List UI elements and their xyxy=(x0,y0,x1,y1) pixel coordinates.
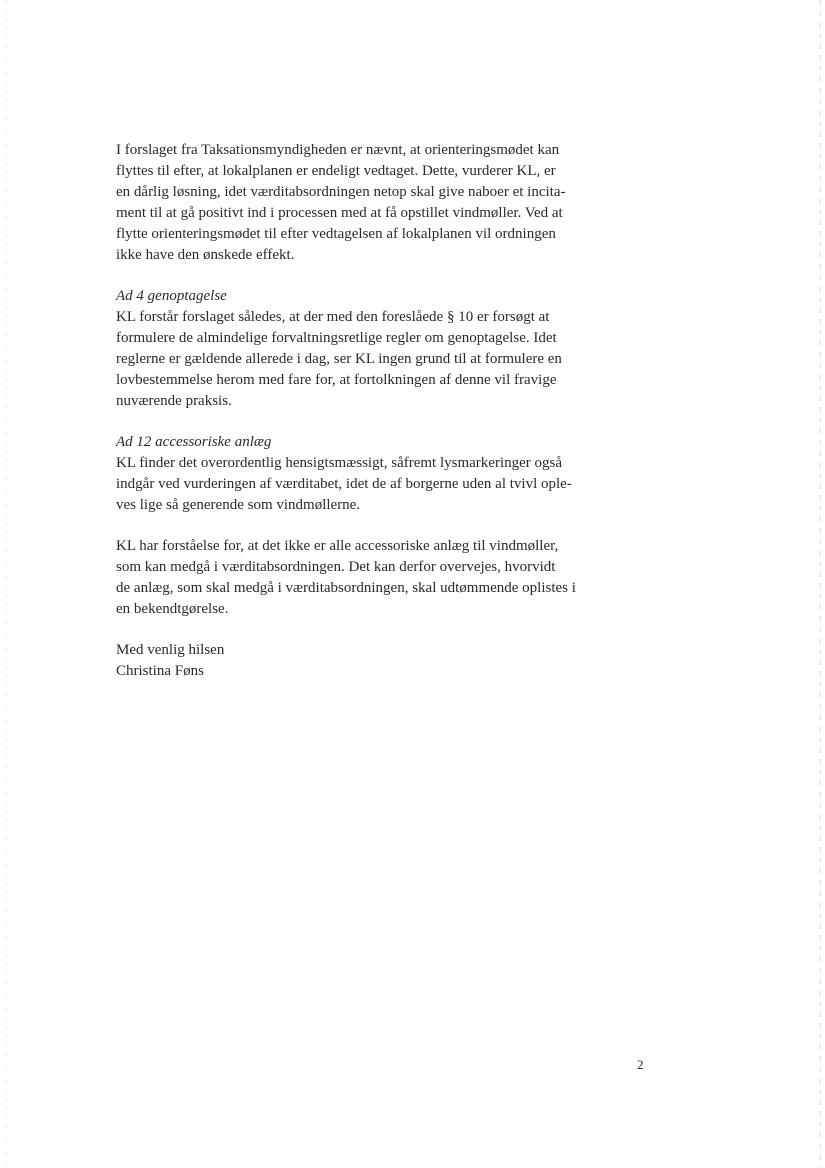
closing-greeting: Med venlig hilsen xyxy=(116,642,225,658)
page-number: 2 xyxy=(637,1057,644,1072)
intro-paragraph: I forslaget fra Taksationsmyndigheden er nævnt, at orienteringsmødet kan flyttes til efter, at lokalplanen er endeligt vedtaget. Dette, vurderer KL, er en dårlig løsning, idet værditabsordningen netop skal give naboer et incita- ment til at gå positivt ind i processen med at få opstillet vindmøller. Ved at flytte orienteringsmødet til efter vedtagelsen af lokalplanen vil ordningen ikke have den ønskede effekt. xyxy=(116,142,566,263)
section-text-ad4: KL forstår forslaget således, at der med den foreslåede § 10 er forsøgt at formulere de almindelige forvaltningsretlige regler om genoptagelse. Idet reglerne er gældende allerede i dag, ser KL ingen grund til at formulere en lovbestemmelse herom med fare for, at fortolkningen af denne vil fravige nuværende praksis. xyxy=(116,309,562,409)
letter-body xyxy=(116,140,596,682)
accessory-paragraph: KL har forståelse for, at det ikke er alle accessoriske anlæg til vindmøller, som kan medgå i værditabsordningen. Det kan derfor overvejes, hvorvidt de anlæg, som skal medgå i værditabsordningen, skal udtømmende oplistes i en bekendtgørelse. xyxy=(116,538,576,617)
paragraph-gap xyxy=(116,516,596,536)
scan-edge-left xyxy=(6,0,7,1168)
signature-name: Christina Føns xyxy=(116,663,204,679)
section-text-ad12: KL finder det overordentlig hensigtsmæssigt, såfremt lysmarkeringer også indgår ved vurderingen af værditabet, idet de af borgerne uden al tvivl ople- ves lige så generende som vindmøllerne. xyxy=(116,455,572,513)
section-heading-ad12: Ad 12 accessoriske anlæg xyxy=(116,434,272,450)
scan-edge-right xyxy=(820,0,821,1168)
paragraph-gap xyxy=(116,412,596,432)
section-heading-ad4: Ad 4 genoptagelse xyxy=(116,288,227,304)
paragraph-gap xyxy=(116,266,596,286)
paragraph-gap xyxy=(116,620,596,640)
